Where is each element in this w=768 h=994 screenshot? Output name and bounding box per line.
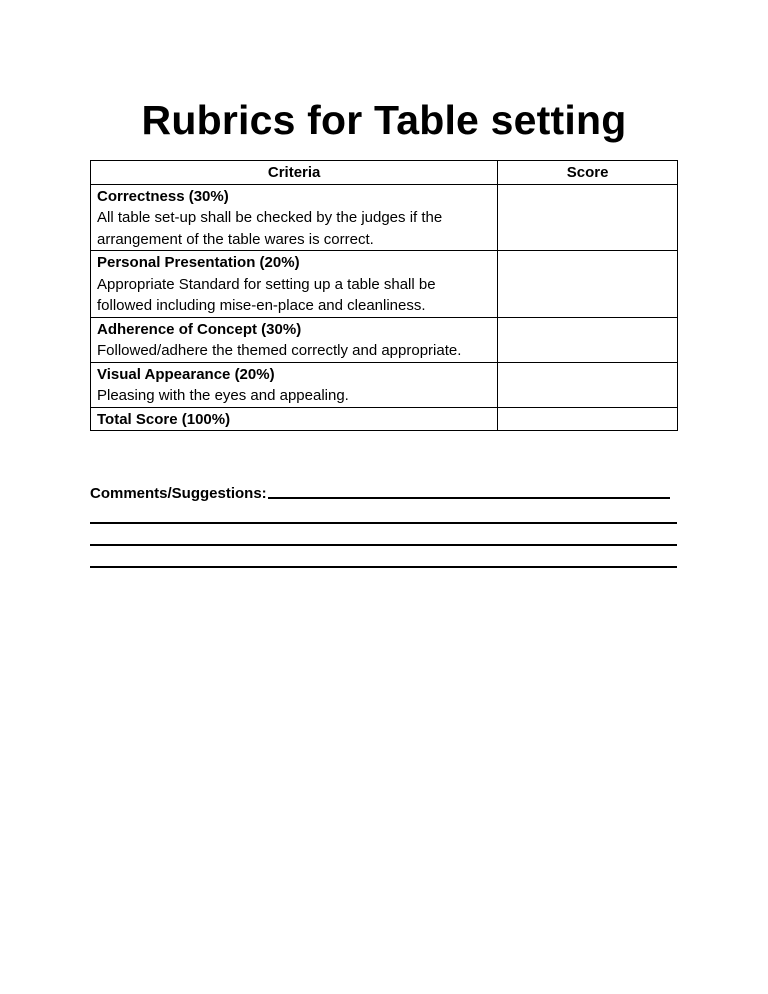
- score-cell[interactable]: [498, 317, 678, 362]
- criterion-title: Personal Presentation (20%): [97, 254, 300, 271]
- criterion-title: Correctness (30%): [97, 187, 229, 205]
- criterion-description: All table set-up shall be checked by the judges if the arrangement of the table wares is correct.: [97, 209, 443, 248]
- page-title: Rubrics for Table setting: [141, 97, 627, 143]
- criteria-cell: [91, 317, 498, 362]
- criteria-header: Criteria: [91, 161, 498, 185]
- score-cell[interactable]: [498, 251, 678, 318]
- score-cell[interactable]: [498, 362, 678, 407]
- table-row: [91, 317, 678, 362]
- criteria-cell: [91, 184, 498, 251]
- criterion-title: Visual Appearance (20%): [97, 365, 275, 383]
- rubric-table: [90, 160, 678, 431]
- table-row: [91, 184, 678, 251]
- comments-blank-line[interactable]: [268, 497, 670, 499]
- table-header-row: [91, 161, 678, 185]
- total-score-cell[interactable]: [498, 407, 678, 431]
- comments-blank-line[interactable]: [90, 524, 677, 546]
- comments-section: [90, 480, 678, 568]
- comments-first-line: [90, 480, 678, 502]
- table-row: [91, 251, 678, 318]
- score-header: Score: [498, 161, 678, 185]
- criterion-description: Followed/adhere the themed correctly and appropriate.: [97, 342, 462, 359]
- criterion-description: Pleasing with the eyes and appealing.: [97, 387, 349, 404]
- criterion-title: Adherence of Concept (30%): [97, 320, 302, 338]
- comments-label: Comments/Suggestions:: [90, 485, 267, 502]
- comments-blank-line[interactable]: [90, 502, 677, 524]
- criterion-description: Appropriate Standard for setting up a table shall be followed including mise-en-place and cleanliness.: [97, 275, 436, 314]
- criteria-cell: [91, 362, 498, 407]
- table-row: [91, 362, 678, 407]
- comments-blank-line[interactable]: [90, 546, 677, 568]
- criteria-cell: [91, 251, 498, 318]
- table-row: [91, 407, 678, 431]
- score-cell[interactable]: [498, 184, 678, 251]
- total-score-title: Total Score (100%): [97, 410, 231, 428]
- criteria-cell: [91, 407, 498, 431]
